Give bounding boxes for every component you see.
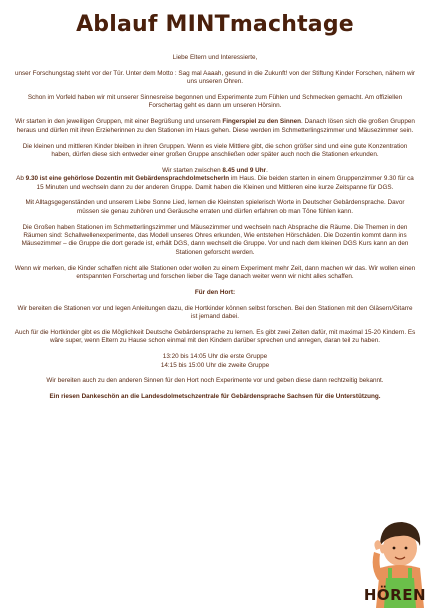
interpreter-emphasis: 9.30 ist eine gehörlose Dozentin mit GebärdensprachdolmetscherIn (25, 175, 230, 183)
small-children-paragraph: Die kleinen und mittleren Kinder bleiben in ihren Gruppen. Wenn es viele Mittlere gibt, die schon größer sind und eine gute Konzentration haben, dürfen diese sich entweder einer großen Gruppe anschließen oder später auch noch die Stationen erkunden. (22, 142, 408, 158)
flexibility-paragraph: Wenn wir merken, die Kinder schaffen nicht alle Stationen oder wollen zu einem Experiment mehr Zeit, dann machen wir das. Wir wollen einen entspannten Forschertag und forschen lieber die Tage danach weiter wenn wir nicht alles schaffen. (14, 264, 416, 281)
illustration-strap (388, 568, 392, 580)
intro-paragraph: unser Forschungstag steht vor der Tür. Unter dem Motto : Sag mal Aaaah, gesund in die Zukunft! von der Stiftung Kinder Forschen, nähern wir uns unseren Ohren. (14, 69, 416, 86)
greeting: Liebe Eltern und Interessierte, (172, 54, 258, 61)
everyday-objects-paragraph: Mit Alltagsgegenständen und unserem Liebe Sonne Lied, lernen die Kleinsten spielerisch Worte in Deutscher Gebärdensprache. Davor müssen sie genau zuhören und Geräusche erraten und dürfen erfahren ob man Töne fühlen kann. (25, 199, 405, 215)
thanks-paragraph: Ein riesen Dankeschön an die Landesdolmetschzentrale für Gebärdensprache Sachsen für die Unterstützung. (49, 393, 381, 401)
preparation-paragraph: Schon im Vorfeld haben wir mit unserer Sinnesreise begonnen und Experimente zum Fühlen und Schmecken gemacht. Am offiziellen Forschertag geht es dann um unseren Hörsinn. (27, 94, 403, 110)
start-paragraph: Wir starten in den jeweiligen Gruppen, mit einer Begrüßung und unserem Fingerspiel zu den Sinnen. Danach lösen sich die großen Gruppen heraus und dürfen mit ihren Erzieherinnen zu den Stationen im Haus gehen. Diese werden im Schmetterlingszimmer und Mäusezimmer sein. (15, 118, 415, 134)
other-senses-paragraph: Wir bereiten auch zu den anderen Sinnen für den Hort noch Experimente vor und geben diese dann rechtzeitig bekannt. (46, 377, 384, 385)
time-slot: 14:15 bis 15:00 Uhr die zweite Gruppe (160, 361, 270, 369)
hort-dgs-paragraph: Auch für die Hortkinder gibt es die Möglichkeit Deutsche Gebärdensprache zu lernen. Es gibt zwei Zeiten dafür, mit maximal 15-20 Kindern. Es wäre super, wenn Eltern zu Hause schon einmal mit den Kindern darüber sprechen und anregen, daran teil zu haben. (14, 329, 416, 345)
interpreter-paragraph: Ab 9.30 ist eine gehörlose Dozentin mit GebärdensprachdolmetscherIn im Haus. Die beiden starten in einem Gruppenzimmer 9.30 für ca 15 Minuten und wechseln dann zu der anderen Gruppe. Damit haben die Kleinen und Mittleren eine kurze Zeitspanne für DGS. (16, 175, 414, 191)
hort-time-slots (14, 353, 416, 370)
big-children-paragraph: Die Großen haben Stationen im Schmetterlingszimmer und Mäusezimmer und wechseln nach Absprache die Räume. Die Themen in den Räumen sind: Schallwellenexperimente, das Modell unseres Ohres erkunden, Wie entstehen Hörschäden. Die Dozentin kommt dann ins Mäusezimmer – die Gruppe die dort gerade ist, erhält DGS, dann wechselt die Gruppe. Vor und nach dem kleinen DGS Kurs kann an den Stationen geforscht werden. (21, 223, 409, 256)
illustration-strap (408, 568, 412, 580)
hort-stations-paragraph: Wir bereiten die Stationen vor und legen Anleitungen dazu, die Hortkinder können selbst forschen. Bei den Stationen mit den Gläsern/Gitarre ist jemand dabei. (17, 304, 413, 321)
hort-heading: Für den Hort: (194, 288, 236, 296)
hoeren-label: HÖREN (363, 586, 426, 604)
illustration-eye (393, 547, 396, 550)
finger-game-emphasis: Fingerspiel zu den Sinnen (222, 118, 302, 126)
illustration-eye (405, 547, 408, 550)
page-title: Ablauf MINTmachtage (76, 12, 354, 37)
start-time-emphasis: 8.45 und 9 Uhr (222, 166, 267, 174)
time-slot: 13:20 bis 14:05 Uhr die erste Gruppe (162, 353, 268, 361)
letter-body (14, 54, 416, 409)
start-time-line: Wir starten zwischen 8.45 und 9 Uhr. (162, 166, 268, 174)
